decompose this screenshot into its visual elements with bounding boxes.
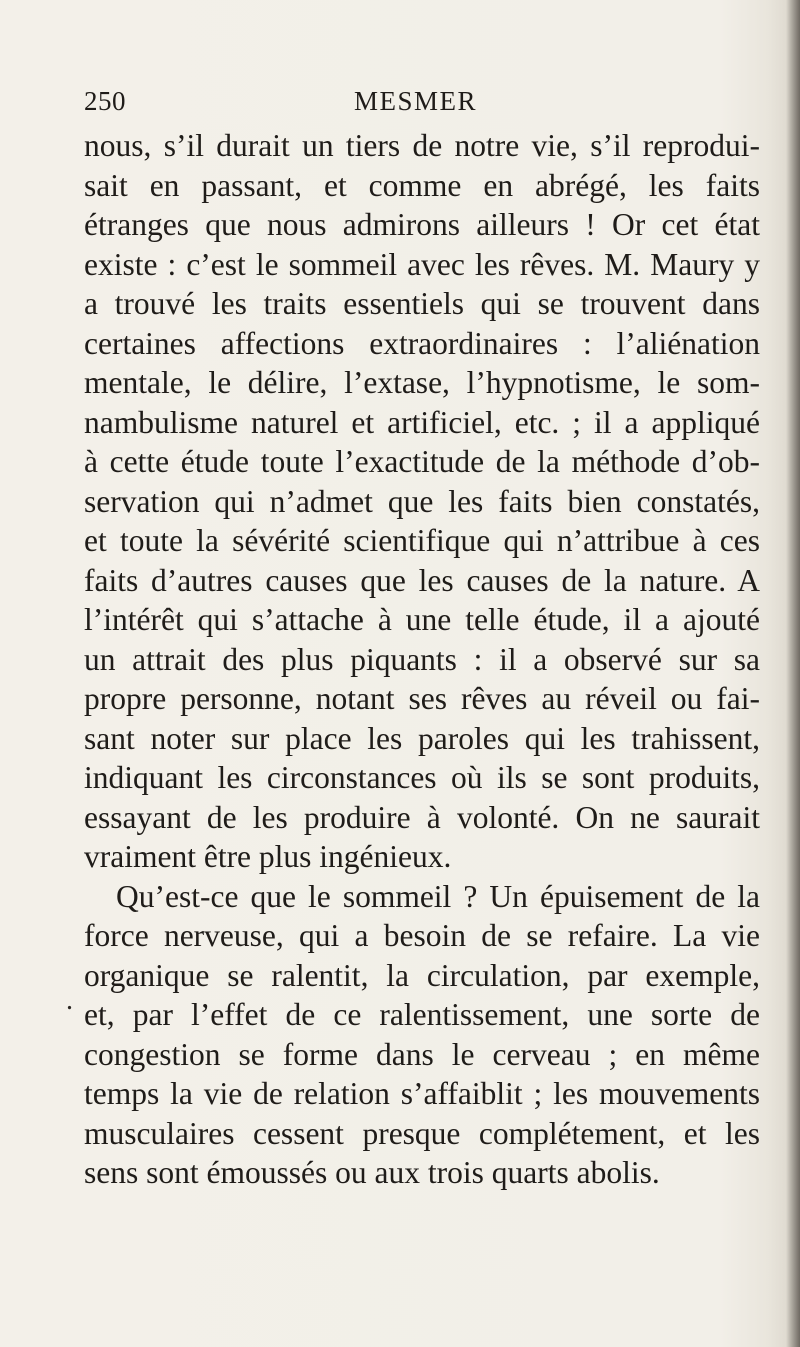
text-line: nous, s’il durait un tiers de notre vie, s’il reprodui-: [84, 128, 760, 163]
text-line: existe : c’est le sommeil avec les rêves. M. Maury y: [84, 246, 760, 282]
text-line: certaines affections extraordinaires : l’aliénation: [84, 325, 760, 361]
text-line: a trouvé les traits essentiels qui se trouvent dans: [84, 286, 760, 321]
text-line: et toute la sévérité scientifique qui n’attribue à ces: [84, 523, 760, 558]
text-line: temps la vie de relation s’affaiblit ; les mouvements: [84, 1076, 760, 1111]
text-line: mentale, le délire, l’extase, l’hypnotisme, le som-: [84, 365, 760, 400]
text-line: congestion se forme dans le cerveau ; en même: [84, 1036, 760, 1072]
body-text: [84, 126, 760, 1193]
text-line: servation qui n’admet que les faits bien constatés,: [84, 483, 760, 519]
text-line: sant noter sur place les paroles qui les trahissent,: [84, 720, 760, 756]
text-line: musculaires cessent presque complétement, et les: [84, 1115, 760, 1151]
text-line: à cette étude toute l’exactitude de la méthode d’ob-: [84, 444, 760, 479]
text-line: essayant de les produire à volonté. On ne saurait: [84, 799, 760, 835]
text-line: l’intérêt qui s’attache à une telle étude, il a ajouté: [84, 602, 760, 637]
text-line: faits d’autres causes que les causes de la nature. A: [84, 562, 760, 598]
running-head: [84, 86, 756, 122]
text-line: vraiment être plus ingénieux.: [84, 839, 452, 874]
page-number: 250: [84, 86, 126, 116]
text-line: organique se ralentit, la circulation, par exemple,: [84, 957, 760, 993]
text-line: sait en passant, et comme en abrégé, les faits: [84, 167, 760, 203]
paragraph-1: [84, 126, 760, 877]
text-line: propre personne, notant ses rêves au réveil ou fai-: [84, 681, 760, 716]
text-line: indiquant les circonstances où ils se sont produits,: [84, 760, 760, 795]
text-line: force nerveuse, qui a besoin de se refaire. La vie: [84, 918, 760, 953]
margin-mark: .: [66, 985, 73, 1016]
text-line: et, par l’effet de ce ralentissement, une sorte de: [84, 997, 760, 1032]
paragraph-2: [84, 877, 760, 1193]
text-line: Qu’est-ce que le sommeil ? Un épuisement de la: [116, 878, 760, 914]
text-line: nambulisme naturel et artificiel, etc. ; il a appliqué: [84, 404, 760, 440]
text-line: sens sont émoussés ou aux trois quarts abolis.: [84, 1155, 660, 1190]
running-title: MESMER: [354, 86, 478, 116]
page-edge-shadow: [786, 0, 800, 1347]
text-line: un attrait des plus piquants : il a observé sur sa: [84, 641, 760, 677]
text-line: étranges que nous admirons ailleurs ! Or cet état: [84, 207, 760, 242]
